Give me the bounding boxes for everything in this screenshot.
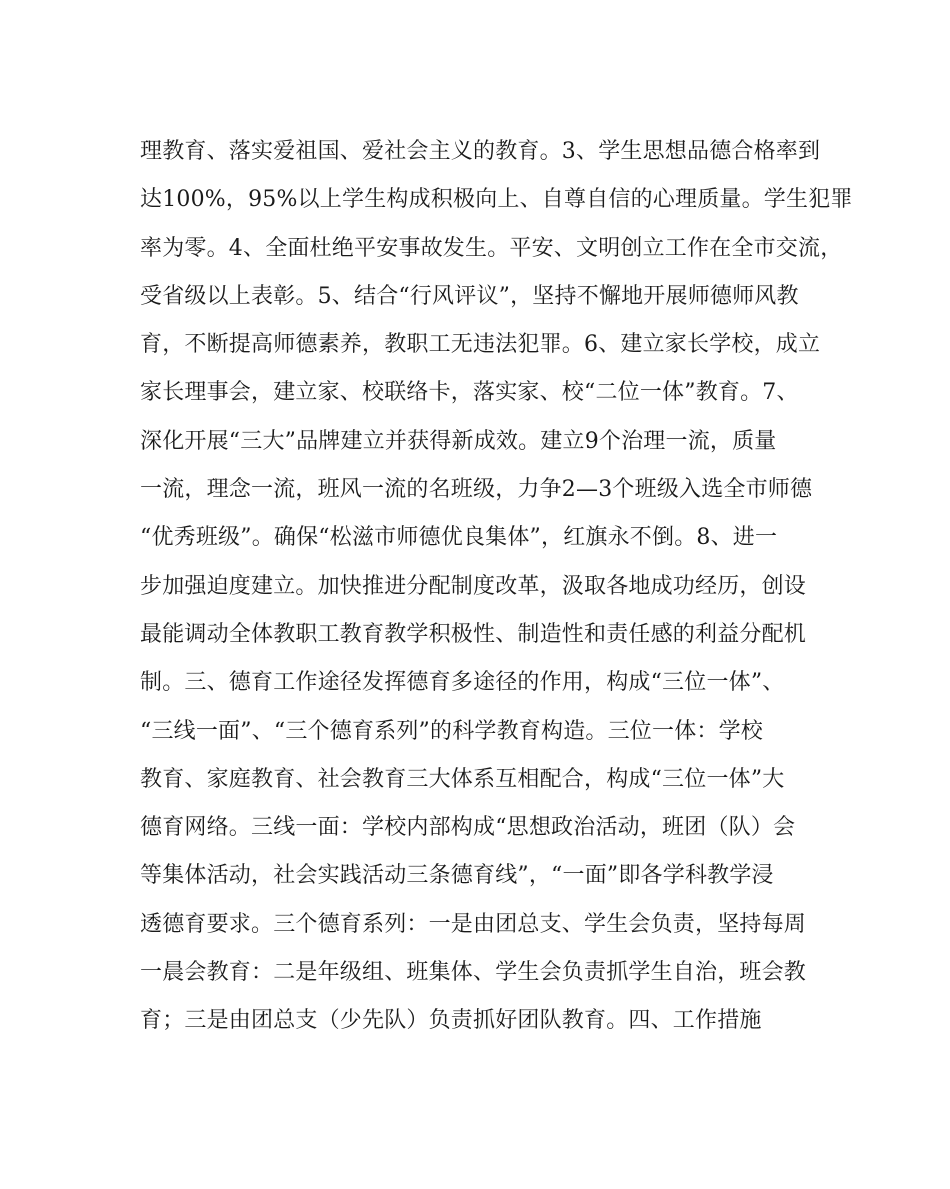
body-text: [140, 128, 853, 1046]
text-line: 育；三是由团总支（少先队）负责抓好团队教育。四、工作措施: [140, 1008, 762, 1034]
text-line: 等集体活动，社会实践活动三条德育线”，“一面”即各学科教学浸: [140, 863, 774, 889]
text-line: “优秀班级”。确保“松滋市师德优良集体”，红旗永不倒。8、进一: [140, 525, 778, 551]
text-line: 率为零。4、全面杜绝平安事故发生。平安、文明创立工作在全市交流，: [140, 235, 843, 261]
text-line: 理教育、落实爱祖国、爱社会主义的教育。3、学生思想品德合格率到: [140, 139, 821, 164]
text-line: 育，不断提高师德素养，教职工无违法犯罪。6、建立家长学校，成立: [140, 332, 821, 358]
text-line: 德育网络。三线一面：学校内部构成“思想政治活动，班团（队）会: [140, 815, 796, 841]
text-line: 教育、家庭教育、社会教育三大体系互相配合，构成“三位一体”大: [140, 766, 785, 792]
text-line: 制。三、德育工作途径发挥德育多途径的作用，构成“三位一体”、: [140, 670, 785, 696]
text-line: 透德育要求。三个德育系列：一是由团总支、学生会负责，坚持每周: [140, 911, 807, 937]
text-line: 达100%，95%以上学生构成积极向上、自尊自信的心理质量。学生犯罪: [140, 187, 853, 213]
text-line: “三线一面”、“三个德育系列”的科学教育构造。三位一体：学校: [140, 718, 763, 744]
text-line: 步加强迫度建立。加快推进分配制度改革，汲取各地成功经历，创设: [140, 573, 807, 599]
text-line: 最能调动全体教职工教育教学积极性、制造性和责任感的利益分配机: [140, 621, 807, 647]
text-line: 一流，理念一流，班风一流的名班级，力争2—3个班级入选全市师德: [140, 477, 813, 503]
text-line: 受省级以上表彰。5、结合“行风评议”，坚持不懈地开展师德师风教: [140, 283, 799, 309]
text-line: 深化开展“三大”品牌建立并获得新成效。建立9个治理一流，质量: [140, 428, 777, 454]
text-line: 一晨会教育：二是年级组、班集体、学生会负责抓学生自治，班会教: [140, 960, 807, 986]
text-line: 家长理事会，建立家、校联络卡，落实家、校“二位一体”教育。7、: [140, 380, 799, 406]
